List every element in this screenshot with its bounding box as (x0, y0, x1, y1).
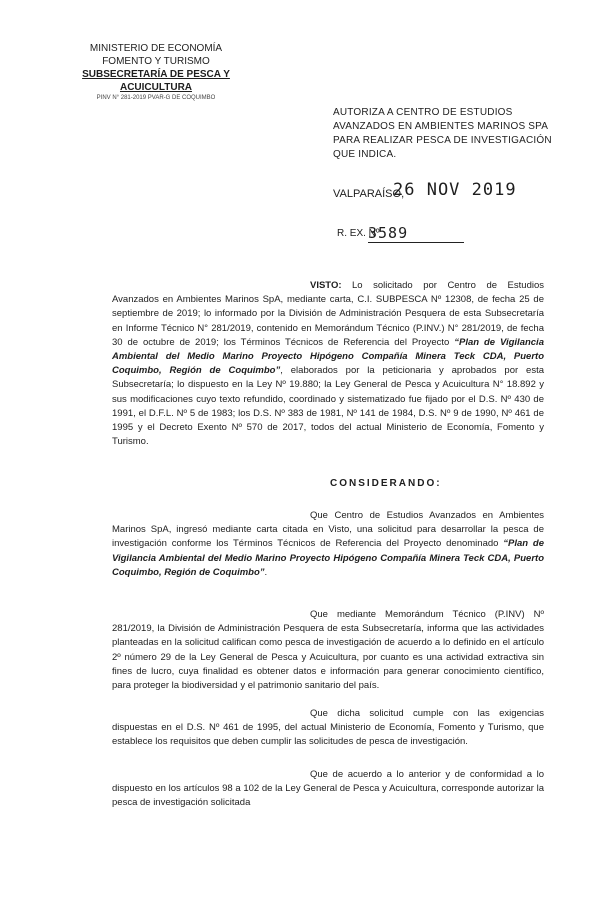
visto-label: VISTO: (310, 280, 342, 291)
para1-text-2: . (264, 566, 268, 578)
resolution-subject: AUTORIZA A CENTRO DE ESTUDIOS AVANZADOS EN AMBIENTES MARINOS SPA PARA REALIZAR PESCA DE INVESTIGACIÓN QUE INDICA. (333, 107, 552, 160)
visto-paragraph (112, 279, 544, 449)
visto-text-1: Lo solicitado por Centro de Estudios Avanzados en Ambientes Marinos SpA, mediante carta, C.I. SUBPESCA Nº 12308, de fecha 25 de septiembre de 2019; lo informado por la División de Administración Pesquera de esta Subsecretaría en Informe Técnico N° 281/2019, contenido en Memorándum Técnico (P.INV.) N° 281/2019, de fecha 30 de octubre de 2019; los Términos Técnicos de Referencia del Proyecto (112, 280, 544, 348)
ministry-name: MINISTERIO DE ECONOMÍA (89, 43, 223, 54)
subsecretaria-name: SUBSECRETARÍA DE PESCA Y ACUICULTURA (82, 69, 230, 93)
considerando-paragraph-4 (112, 768, 544, 811)
ministry-subname: FOMENTO Y TURISMO (102, 56, 210, 67)
para4-text: Que de acuerdo a lo anterior y de conformidad a lo dispuesto en los artículos 98 a 102 de la Ley General de Pesca y Acuicultura, corresponde autorizar la pesca de investigación solicitada (112, 769, 544, 809)
place-label: VALPARAÍSO, (333, 188, 405, 200)
reference-code: PINV N° 281-2019 PVAR-G DE COQUIMBO (96, 95, 216, 101)
para3-text: Que dicha solicitud cumple con las exigencias dispuestas en el D.S. Nº 461 de 1995, del actual Ministerio de Economía, Fomento y Turismo, que establece los requisitos que deben cumplir las solicitudes de pesca de investigación. (112, 708, 544, 748)
considerando-paragraph-2 (112, 608, 544, 693)
ministry-header (56, 42, 256, 102)
considerando-paragraph-3 (112, 707, 544, 750)
rex-number-stamp: 3589 (368, 224, 464, 243)
para1-project-name: “Plan de Vigilancia Ambiental del Medio Marino Proyecto Hipógeno Compañía Minera Teck CDA, Puerto Coquimbo, Región de Coquimbo” (112, 538, 544, 578)
visto-text-2: , elaborados por la peticionaria y aprobados por esta Subsecretaría; lo dispuesto en la Ley Nº 19.880; la Ley General de Pesca y Acuicultura N° 18.892 y sus modificaciones cuyo texto refundido, coordinado y sistematizado fue fijado por el D.S. Nº 430 de 1991, el D.F.L. Nº 5 de 1983; los D.S. Nº 383 de 1981, Nº 141 de 1984, D.S. Nº 9 de 1990, Nº 461 de 1995 y el Decreto Exento Nº 570 de 2017, todos del actual Ministerio de Economía, Fomento y Turismo. (112, 365, 545, 448)
para1-text-1: Que Centro de Estudios Avanzados en Ambientes Marinos SpA, ingresó mediante carta citada en Visto, una solicitud para desarrollar la pesca de investigación conforme los Términos Técnicos de Referencia del Proyecto denominado (112, 510, 544, 550)
considerando-heading: CONSIDERANDO: (330, 478, 442, 489)
considerando-paragraph-1 (112, 509, 544, 580)
para2-text: Que mediante Memorándum Técnico (P.INV) Nº 281/2019, la División de Administración Pesquera de esta Subsecretaría, informa que las actividades planteadas en la solicitud califican como pesca de investigación de acuerdo a lo definido en el artículo 2º número 29 de la Ley General de Pesca y Acuicultura, por cuanto es una actividad extractiva sin fines de lucro, cuya finalidad es obtener datos e información para generar conocimiento científico, para proteger la biodiversidad y el patrimonio sanitario del país. (112, 609, 544, 692)
date-stamp: 26 NOV 2019 (393, 180, 517, 200)
rex-label: R. EX. Nº (337, 228, 380, 239)
visto-project-name: “Plan de Vigilancia Ambiental del Medio Marino Proyecto Hipógeno Compañía Minera Teck CDA, Puerto Coquimbo, Región de Coquimbo” (112, 336, 544, 377)
